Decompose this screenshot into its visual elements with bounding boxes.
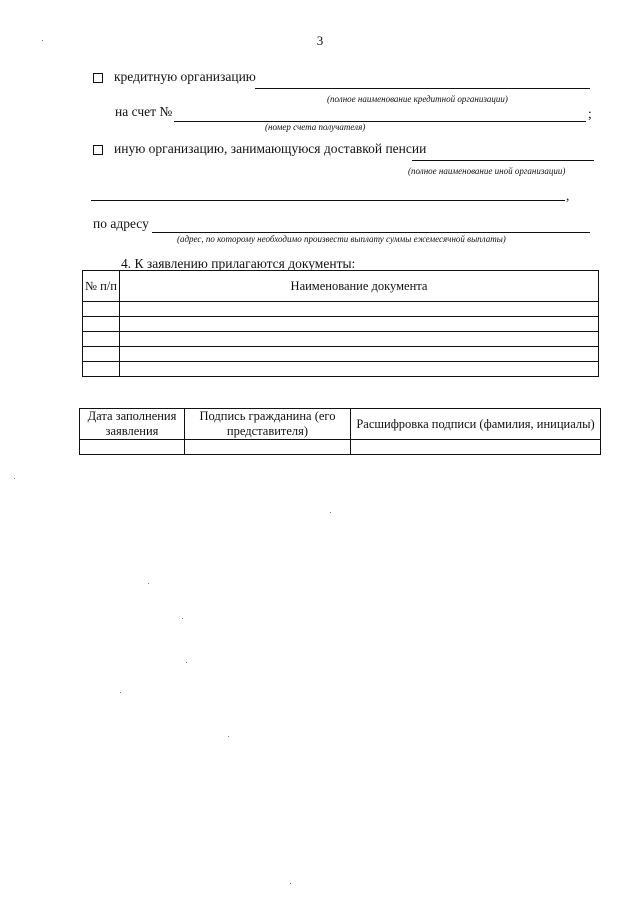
attachment-number-cell[interactable] — [83, 362, 120, 377]
other-org-terminator: , — [566, 188, 570, 203]
scan-speck — [148, 583, 149, 584]
attachment-number-cell[interactable] — [83, 347, 120, 362]
credit-org-checkbox[interactable] — [93, 73, 103, 83]
scan-speck — [42, 40, 43, 41]
other-org-checkbox[interactable] — [93, 145, 103, 155]
scan-speck — [14, 478, 15, 479]
other-org-hint: (полное наименование иной организации) — [408, 166, 566, 176]
signature-col-signature: Подпись гражданина (его представителя) — [185, 409, 351, 440]
attachments-header-row — [83, 271, 599, 302]
account-input-line[interactable] — [174, 121, 586, 122]
attachment-name-cell[interactable] — [120, 362, 599, 377]
credit-org-hint: (полное наименование кредитной организации) — [327, 94, 508, 104]
other-org-second-line[interactable] — [91, 200, 565, 201]
table-row — [83, 347, 599, 362]
table-row — [83, 332, 599, 347]
address-label: по адресу — [93, 216, 149, 231]
attachment-name-cell[interactable] — [120, 332, 599, 347]
table-row — [83, 302, 599, 317]
attachments-title: 4. К заявлению прилагаются документы: — [121, 256, 356, 271]
attachments-col-name: Наименование документа — [120, 271, 599, 302]
decoding-cell[interactable] — [351, 440, 601, 455]
other-org-input-line[interactable] — [412, 160, 594, 161]
address-hint: (адрес, по которому необходимо произвести выплату суммы ежемесячной выплаты) — [177, 234, 506, 244]
attachment-number-cell[interactable] — [83, 302, 120, 317]
signature-table — [79, 408, 601, 455]
scan-speck — [182, 618, 183, 619]
account-terminator: ; — [588, 106, 592, 121]
page-number: 3 — [316, 33, 324, 48]
attachment-name-cell[interactable] — [120, 302, 599, 317]
scan-speck — [186, 662, 187, 663]
attachment-number-cell[interactable] — [83, 332, 120, 347]
signature-header-row — [80, 409, 601, 440]
other-org-label: иную организацию, занимающуюся доставкой пенсии — [114, 141, 427, 156]
scan-speck — [228, 736, 229, 737]
credit-org-label: кредитную организацию — [114, 69, 256, 84]
attachment-name-cell[interactable] — [120, 347, 599, 362]
attachment-name-cell[interactable] — [120, 317, 599, 332]
attachments-table — [82, 270, 599, 377]
scan-speck — [290, 883, 291, 884]
attachments-col-number: № п/п — [83, 271, 120, 302]
date-cell[interactable] — [80, 440, 185, 455]
address-input-line[interactable] — [152, 232, 590, 233]
table-row — [83, 362, 599, 377]
account-label: на счет № — [115, 104, 173, 119]
attachment-number-cell[interactable] — [83, 317, 120, 332]
table-row — [80, 440, 601, 455]
signature-col-decoding: Расшифровка подписи (фамилия, инициалы) — [351, 409, 601, 440]
credit-org-input-line[interactable] — [255, 88, 590, 89]
account-hint: (номер счета получателя) — [265, 122, 366, 132]
scan-speck — [120, 692, 121, 693]
table-row — [83, 317, 599, 332]
scan-speck — [330, 512, 331, 513]
signature-col-date: Дата заполнения заявления — [80, 409, 185, 440]
signature-cell[interactable] — [185, 440, 351, 455]
